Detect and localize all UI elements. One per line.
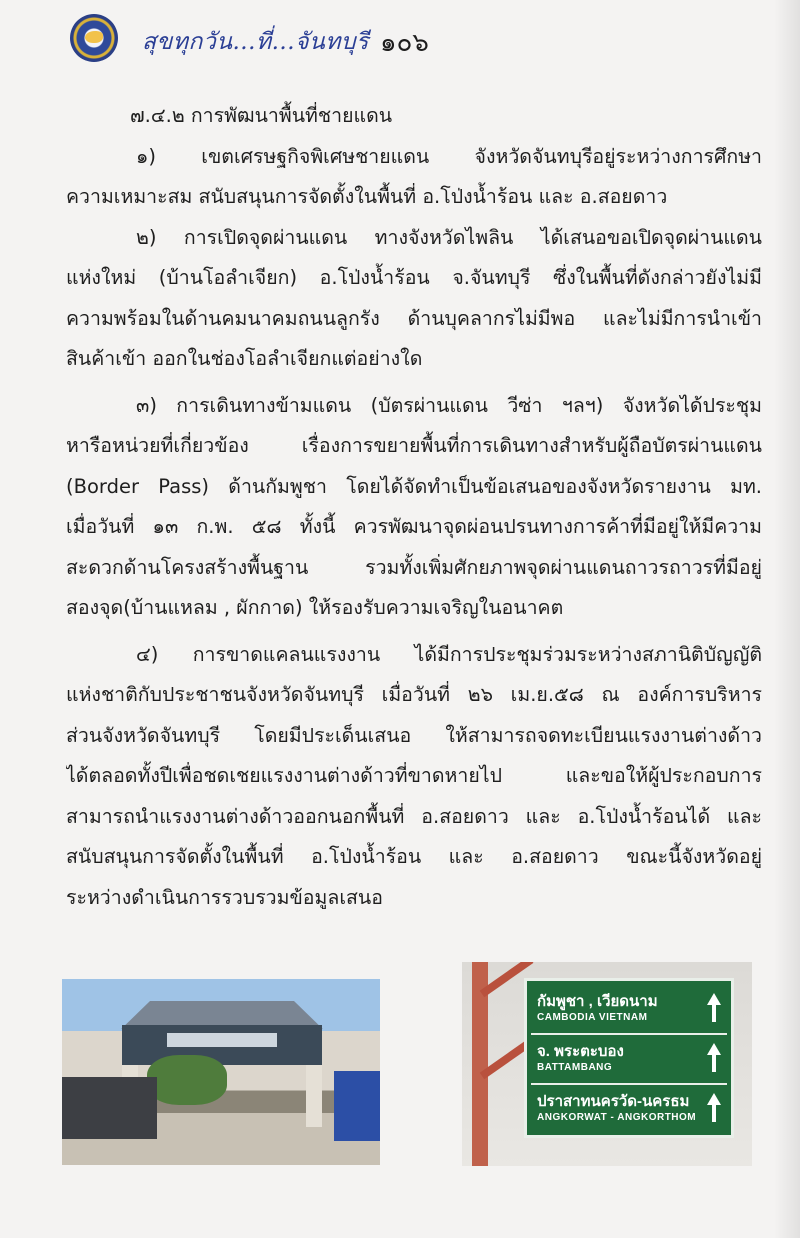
sign-row-thai: ปราสาทนครวัด-นครธม xyxy=(537,1093,690,1110)
paragraph-4-line-4: ได้ตลอดทั้งปีเพื่อชดเชยแรงงานต่างด้าวที่ขาดหายไป และขอให้ผู้ประกอบการ xyxy=(66,764,762,787)
arrow-up-icon-stem xyxy=(712,1004,716,1022)
page-content xyxy=(66,96,762,918)
paragraph-3-line-4: เมื่อวันที่ ๑๓ ก.พ. ๕๘ ทั้งนี้ ควรพัฒนาจุดผ่อนปรนทางการค้าที่มีอยู่ให้มีความ xyxy=(66,515,762,538)
paragraph-3-line-3: (Border Pass) ด้านกัมพูชา โดยได้จัดทำเป็นข้อเสนอของจังหวัดรายงาน มท. xyxy=(66,474,762,498)
paragraph-2-line-1: ๒) การเปิดจุดผ่านแดน ทางจังหวัดไพลิน ได้เสนอขอเปิดจุดผ่านแดน xyxy=(136,225,762,249)
paragraph-4-line-3: ส่วนจังหวัดจันทบุรี โดยมีประเด็นเสนอ ให้สามารถจดทะเบียนแรงงานต่างด้าว xyxy=(66,723,762,747)
paragraph-1-line-2: ความเหมาะสม สนับสนุนการจัดตั้งในพื้นที่ อ.โป่งน้ำร้อน และ อ.สอยดาว xyxy=(66,185,668,208)
blue-barrier xyxy=(334,1071,380,1141)
page-header xyxy=(70,14,750,70)
border-checkpoint-photo xyxy=(62,979,380,1165)
seal-emblem-icon xyxy=(85,31,103,43)
paragraph-2-line-4: สินค้าเข้า ออกในช่องโอลำเจียกแต่อย่างใด xyxy=(66,347,423,370)
trees xyxy=(147,1055,227,1105)
page-edge-shadow xyxy=(774,0,800,1238)
arrow-up-icon-stem xyxy=(712,1104,716,1122)
gate-sign-board xyxy=(167,1033,277,1047)
sign-row-english: CAMBODIA VIETNAM xyxy=(537,1012,648,1023)
paragraph-3-line-2: หารือหน่วยที่เกี่ยวข้อง เรื่องการขยายพื้นที่การเดินทางสำหรับผู้ถือบัตรผ่านแดน xyxy=(66,434,762,457)
sign-row-english: ANGKORWAT - ANGKORTHOM xyxy=(537,1112,697,1123)
paragraph-2-line-2: แห่งใหม่ (บ้านโอลำเจียก) อ.โป่งน้ำร้อน จ.จันทบุรี ซึ่งในพื้นที่ดังกล่าวยังไม่มี xyxy=(66,266,762,289)
paragraph-3-line-1: ๓) การเดินทางข้ามแดน (บัตรผ่านแดน วีซ่า ฯลฯ) จังหวัดได้ประชุม xyxy=(136,393,762,417)
province-seal-logo xyxy=(70,14,118,62)
sign-row-thai: กัมพูชา , เวียดนาม xyxy=(537,993,658,1010)
paragraph-4-line-5: สามารถนำแรงงานต่างด้าวออกนอกพื้นที่ อ.สอยดาว และ อ.โป่งน้ำร้อนได้ และ xyxy=(66,804,762,828)
paragraph-4-line-7: ระหว่างดำเนินการรวบรวมข้อมูลเสนอ xyxy=(66,885,383,909)
paragraph-1-line-1: ๑) เขตเศรษฐกิจพิเศษชายแดน จังหวัดจันทบุรีอยู่ระหว่างการศึกษา xyxy=(136,144,762,168)
paragraph-4-line-1: ๔) การขาดแคลนแรงงาน ได้มีการประชุมร่วมระหว่างสภานิติบัญญัติ xyxy=(136,642,762,666)
sign-row-cambodia-vietnam xyxy=(531,985,727,1035)
section-heading: ๗.๔.๒ การพัฒนาพื้นที่ชายแดน xyxy=(130,104,393,127)
page-number: ๑๐๖ xyxy=(380,28,429,58)
arrow-up-icon-stem xyxy=(712,1054,716,1072)
truck xyxy=(62,1077,157,1139)
direction-sign xyxy=(524,978,734,1138)
paragraph-3-line-6: สองจุด(บ้านแหลม , ผักกาด) ให้รองรับความเจริญในอนาคต xyxy=(66,596,564,619)
sign-row-thai: จ. พระตะบอง xyxy=(537,1043,624,1060)
paragraph-2-line-3: ความพร้อมในด้านคมนาคมถนนลูกรัง ด้านบุคลากรไม่มีพอ และไม่มีการนำเข้า xyxy=(66,306,762,330)
sign-row-english: BATTAMBANG xyxy=(537,1062,613,1073)
paragraph-4-line-6: สนับสนุนการจัดตั้งในพื้นที่ อ.โป่งน้ำร้อน และ อ.สอยดาว ขณะนี้จังหวัดอยู่ xyxy=(66,845,762,868)
header-title: สุขทุกวัน...ที่...จันทบุรี xyxy=(142,29,369,55)
sign-row-battambang xyxy=(531,1035,727,1085)
paragraph-3-line-5: สะดวกด้านโครงสร้างพื้นฐาน รวมทั้งเพิ่มศักยภาพจุดผ่านแดนถาวรถาวรที่มีอยู่ xyxy=(66,555,762,579)
sign-row-angkor xyxy=(531,1085,727,1133)
paragraph-4-line-2: แห่งชาติกับประชาชนจังหวัดจันทบุรี เมื่อวันที่ ๒๖ เม.ย.๕๘ ณ องค์การบริหาร xyxy=(66,683,762,706)
gate-pillar-right xyxy=(306,1065,322,1127)
road-sign-photo xyxy=(462,962,752,1166)
